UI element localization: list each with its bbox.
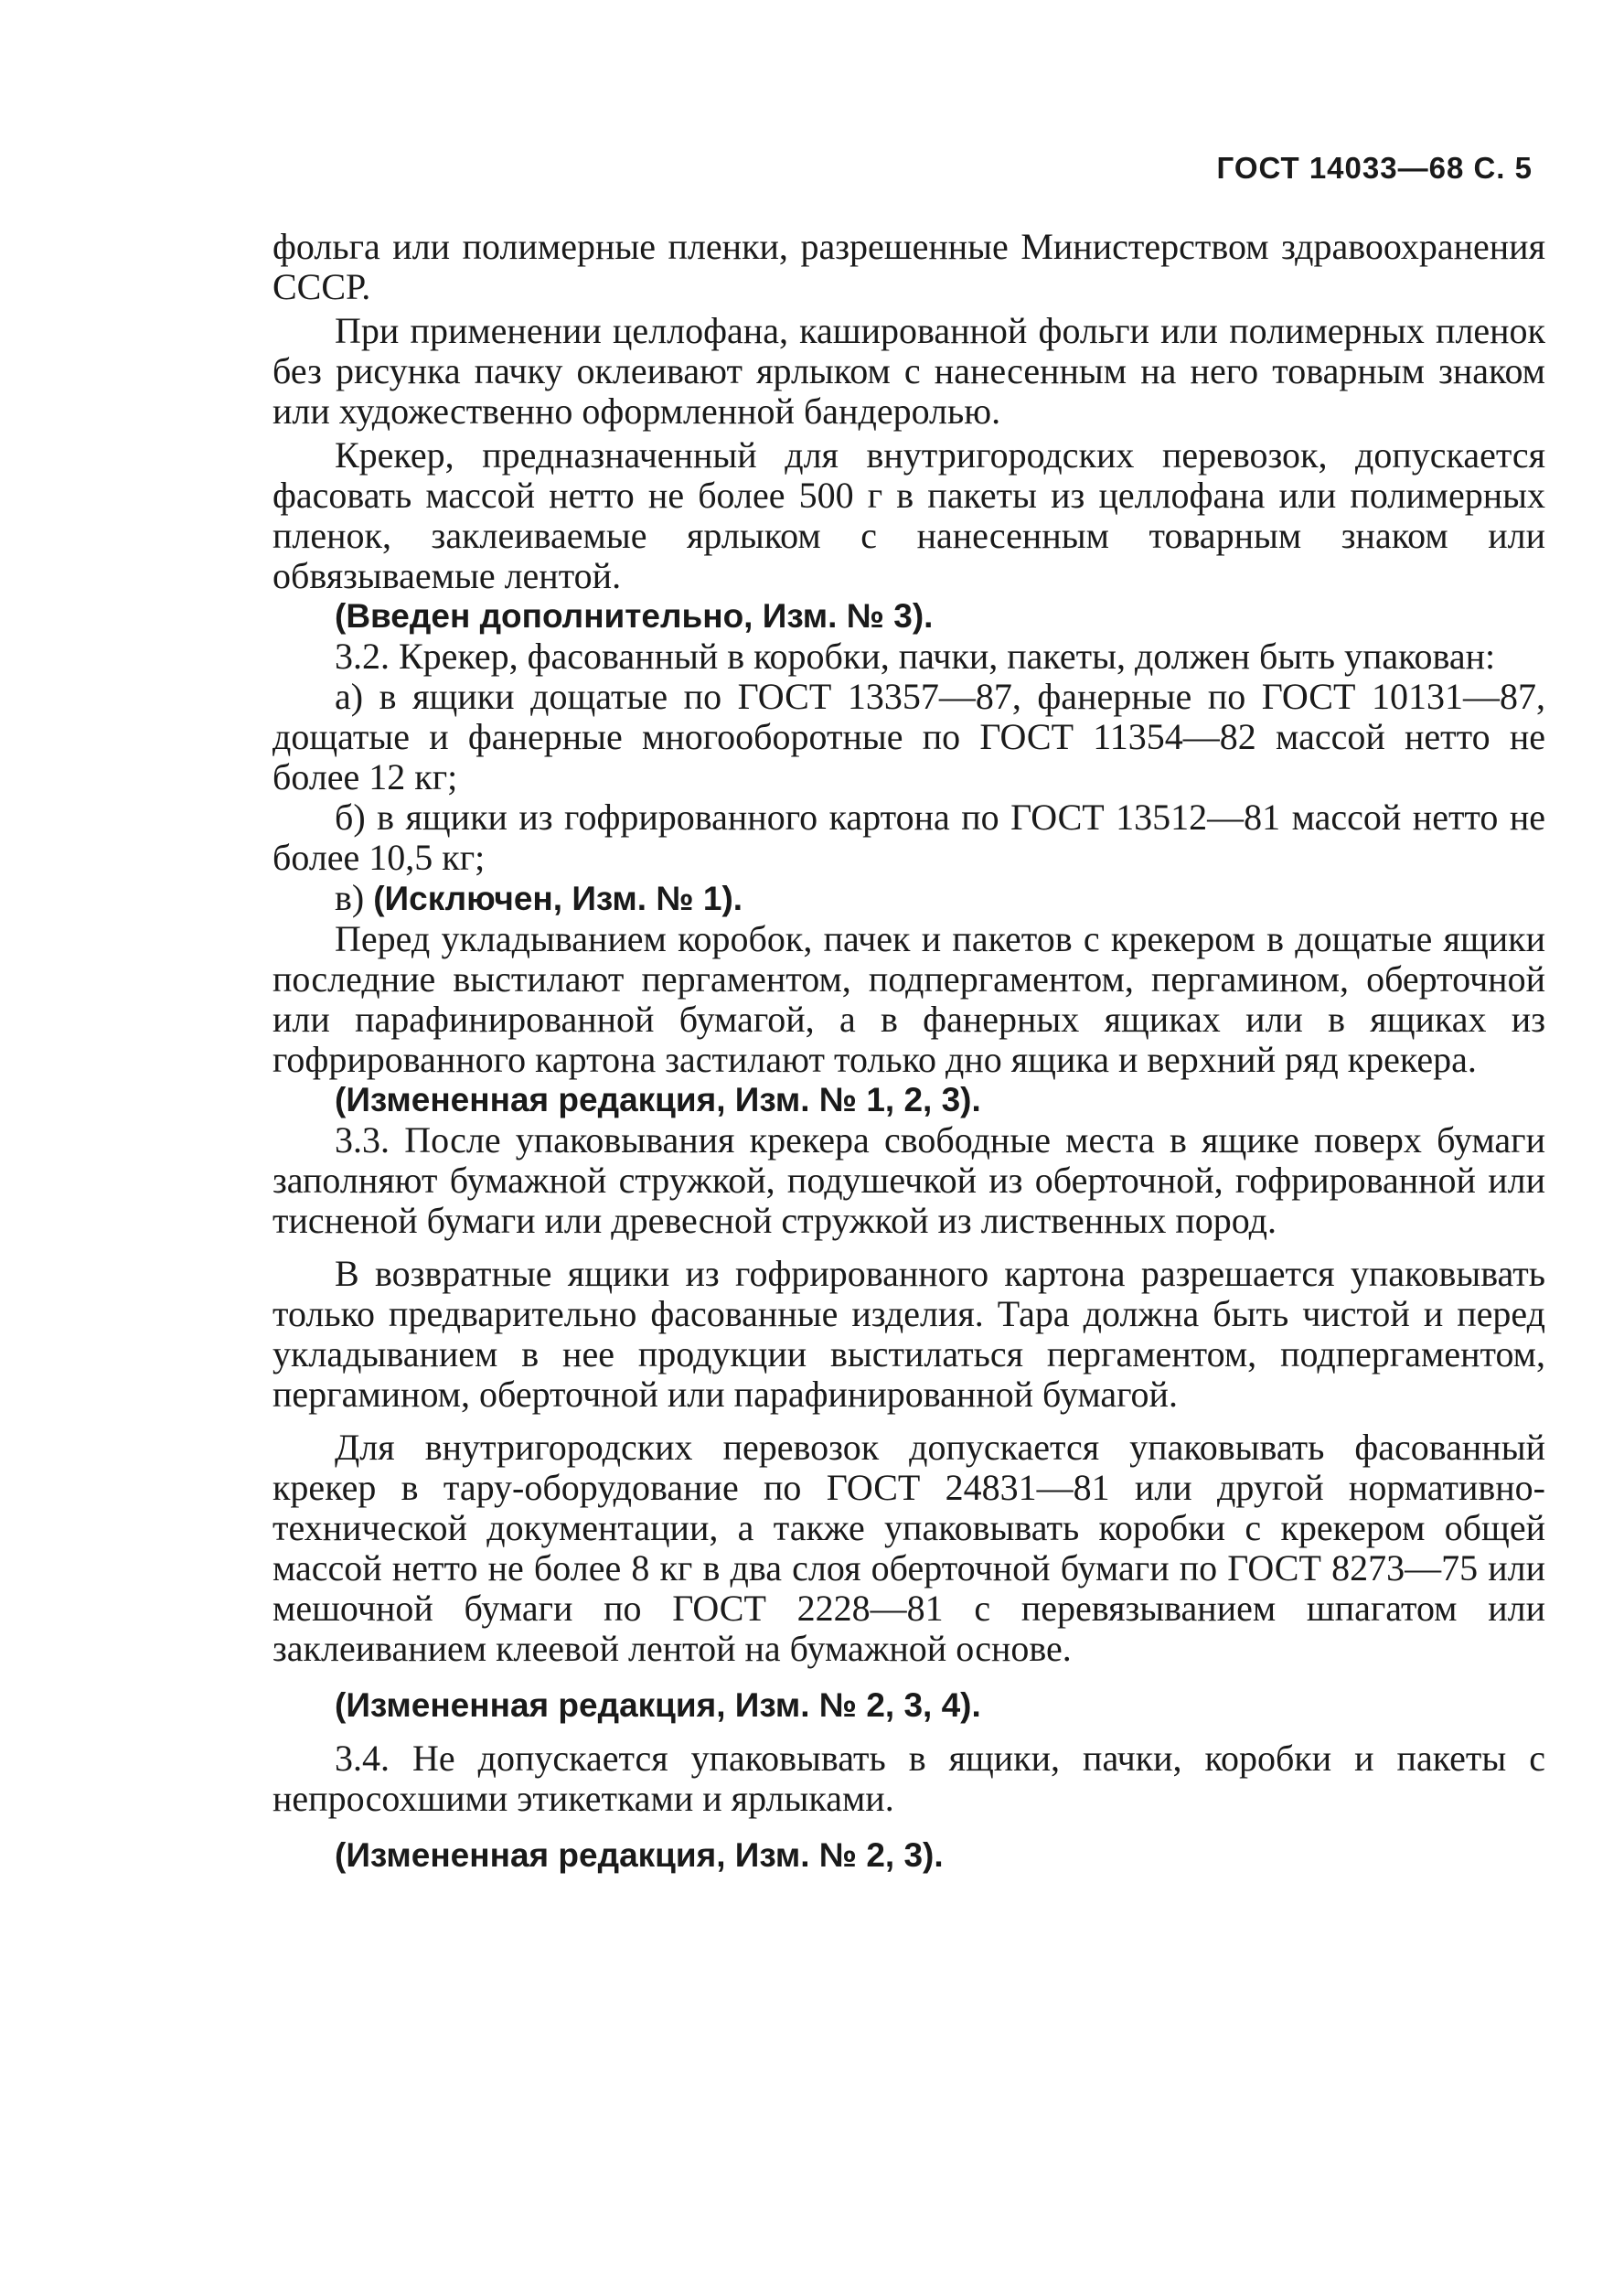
amendment-note-2: (Измененная редакция, Изм. № 1, 2, 3). bbox=[335, 1081, 981, 1118]
paragraph-3-3: 3.3. После упаковывания крекера свободные места в ящике поверх бумаги заполняют бумажной стружкой, подушечкой из оберточной, гофрированной или тисненой бумаги или древесной стружкой из лиственных пород. bbox=[272, 1119, 1545, 1241]
list-item-c-note: (Исключен, Изм. № 1). bbox=[373, 880, 743, 917]
paragraph-3-2: 3.2. Крекер, фасованный в коробки, пачки, пакеты, должен быть упакован: bbox=[335, 636, 1496, 677]
list-item-a: а) в ящики дощатые по ГОСТ 13357—87, фанерные по ГОСТ 10131—87, дощатые и фанерные многооборотные по ГОСТ 11354—82 массой нетто не более 12 кг; bbox=[272, 676, 1545, 797]
document-body bbox=[272, 227, 1545, 1881]
amendment-note-3: (Измененная редакция, Изм. № 2, 3, 4). bbox=[335, 1686, 981, 1724]
paragraph-intracity-packing: Крекер, предназначенный для внутригородских перевозок, допускается фасовать массой нетто не более 500 г в пакеты из целлофана или полимерных пленок, заклеиваемые ярлыком с нанесенным товарным знаком или обвязываемые лентой. bbox=[272, 434, 1545, 596]
paragraph-lining: Перед укладыванием коробок, пачек и пакетов с крекером в дощатые ящики последние выстилают пергаментом, подпергаментом, пергамином, оберточной или парафинированной бумагой, а в фанерных ящиках или в ящиках из гофрированного картона застилают только дно ящика и верхний ряд крекера. bbox=[272, 918, 1545, 1080]
list-item-c-prefix: в) bbox=[335, 877, 365, 918]
running-header: ГОСТ 14033—68 С. 5 bbox=[1216, 151, 1533, 185]
paragraph-foil-films: фольга или полимерные пленки, разрешенные Министерством здравоохранения СССР. bbox=[272, 226, 1545, 307]
list-item-c bbox=[272, 878, 1545, 919]
paragraph-3-4: 3.4. Не допускается упаковывать в ящики, пачки, коробки и пакеты с непросохшими этикетками и ярлыками. bbox=[272, 1738, 1545, 1819]
paragraph-intracity-equipment: Для внутригородских перевозок допускается упаковывать фасованный крекер в тару-оборудование по ГОСТ 24831—81 или другой нормативно-технической документации, а также упаковывать коробки с крекером общей массой нетто не более 8 кг в два слоя оберточной бумаги по ГОСТ 8273—75 или мешочной бумаги по ГОСТ 2228—81 с перевязыванием шпагатом или заклеиванием клеевой лентой на бумажной основе. bbox=[272, 1427, 1545, 1669]
amendment-note-1: (Введен дополнительно, Изм. № 3). bbox=[335, 597, 934, 635]
list-item-b: б) в ящики из гофрированного картона по ГОСТ 13512—81 массой нетто не более 10,5 кг; bbox=[272, 797, 1545, 878]
amendment-note-4: (Измененная редакция, Изм. № 2, 3). bbox=[335, 1836, 944, 1874]
paragraph-cellophane-label: При применении целлофана, кашированной фольги или полимерных пленок без рисунка пачку оклеивают ярлыком с нанесенным на него товарным знаком или художественно оформленной бандеролью. bbox=[272, 310, 1545, 432]
paragraph-returnable-boxes: В возвратные ящики из гофрированного картона разрешается упаковывать только предварительно фасованные изделия. Тара должна быть чистой и перед укладыванием в нее продукции выстилаться пергаментом, подпергаментом, пергамином, оберточной или парафинированной бумагой. bbox=[272, 1253, 1545, 1415]
